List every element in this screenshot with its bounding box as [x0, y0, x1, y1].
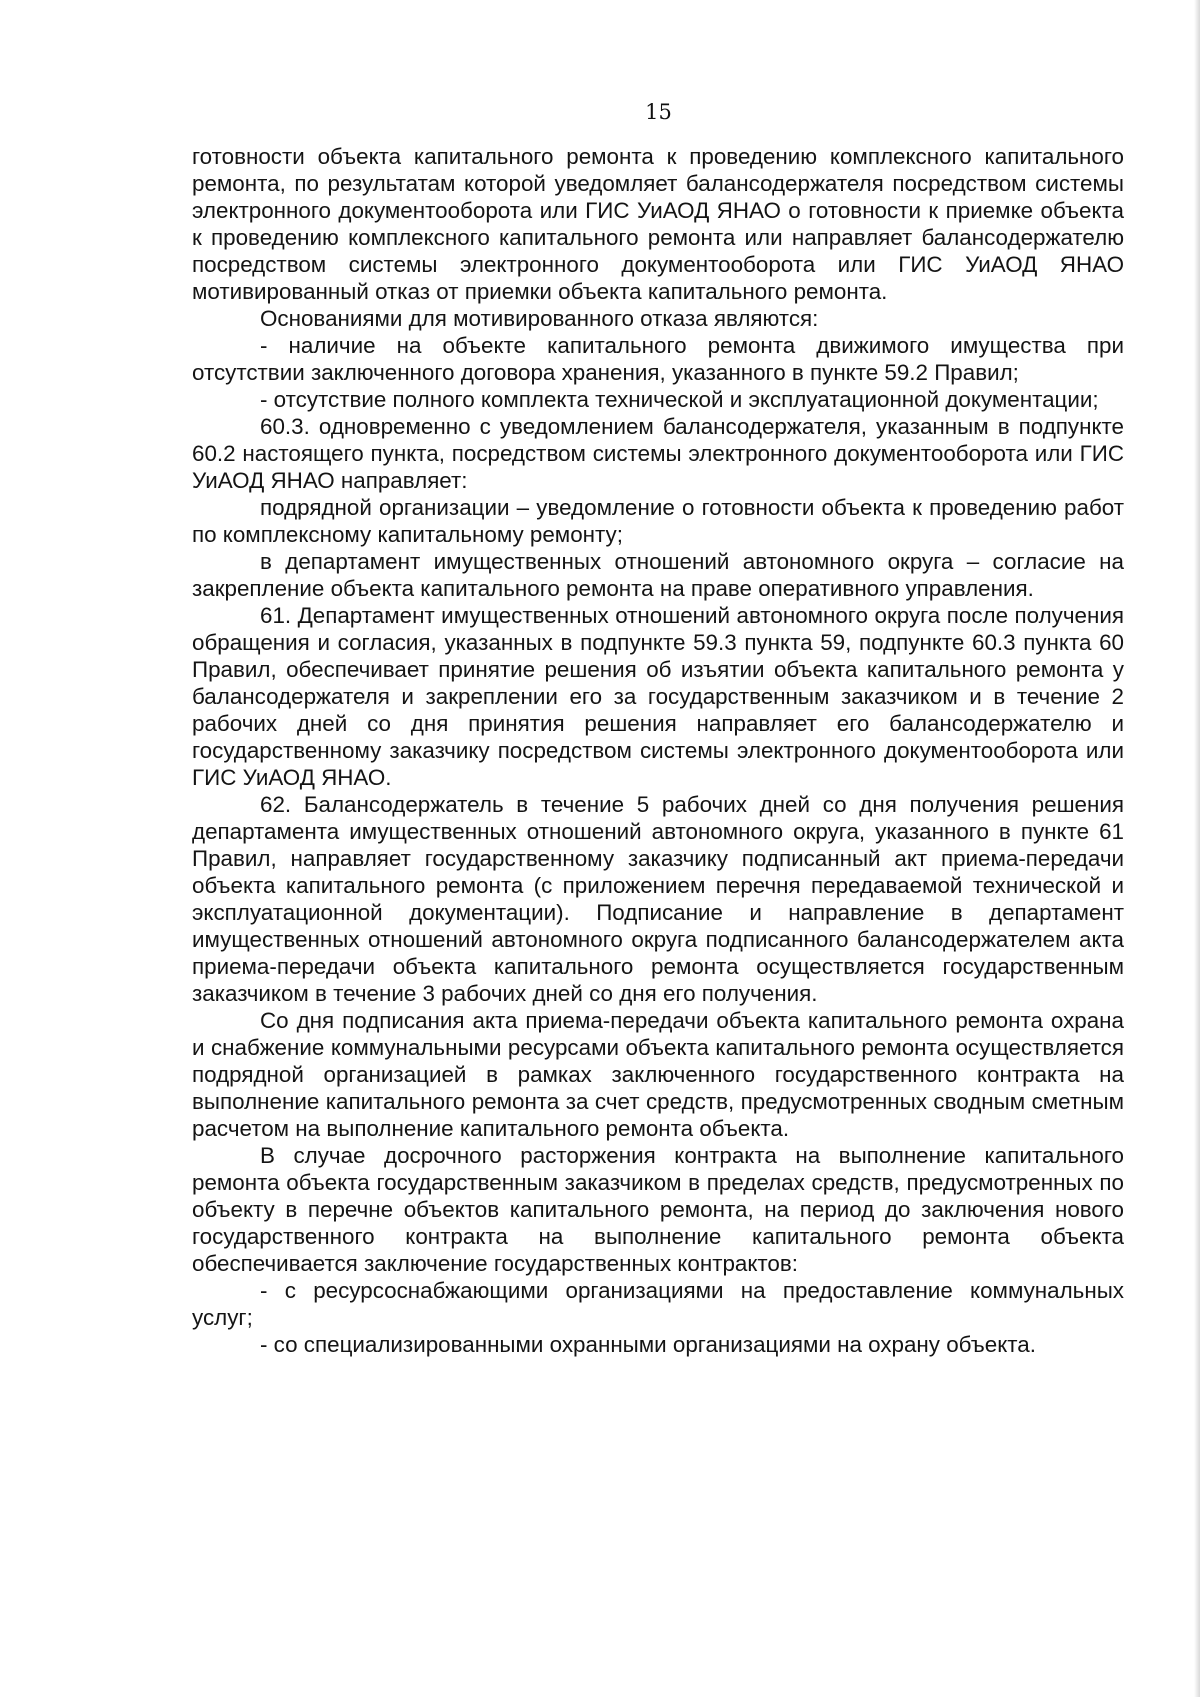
paragraph-transfer-act: Со дня подписания акта приема-передачи объекта капитального ремонта охрана и снабжение коммунальными ресурсами объекта капитального ремонта осуществляется подрядной организацией в рамках заключенного государственного контракта на выполнение капитального ремонта за счет средств, предусмотренных сводным сметным расчетом на выполнение капитального ремонта объекта. [192, 1008, 1124, 1141]
paragraph-early-termination: В случае досрочного расторжения контракта на выполнение капитального ремонта объекта государственным заказчиком в пределах средств, предусмотренных по объекту в перечне объектов капитального ремонта, на период до заключения нового государственного контракта на выполнение капитального ремонта объекта обеспечивается заключение государственных контрактов: [192, 1143, 1124, 1276]
list-item-movable-property: - наличие на объекте капитального ремонта движимого имущества при отсутствии заключенного договора хранения, указанного в пункте 59.2 Правил; [192, 333, 1124, 385]
paragraph-contractor-notice: подрядной организации – уведомление о готовности объекта к проведению работ по комплексному капитальному ремонту; [192, 495, 1124, 547]
list-item-documentation: - отсутствие полного комплекта технической и эксплуатационной документации; [260, 387, 1099, 412]
paragraph-61: 61. Департамент имущественных отношений автономного округа после получения обращения и согласия, указанных в подпункте 59.3 пункта 59, подпункте 60.3 пункта 60 Правил, обеспечивает принятие решения об изъятии объекта капитального ремонта у балансодержателя и закреплении его за государственным заказчиком и в течение 2 рабочих дней со дня принятия решения направляет его балансодержателю и государственному заказчику посредством системы электронного документооборота или ГИС УиАОД ЯНАО. [192, 603, 1124, 790]
paragraph-department-consent: в департамент имущественных отношений автономного округа – согласие на закрепление объекта капитального ремонта на праве оперативного управления. [192, 549, 1124, 601]
document-body [192, 143, 1124, 1358]
list-item-security: - со специализированными охранными организациями на охрану объекта. [260, 1332, 1036, 1357]
list-item-utilities: - с ресурсоснабжающими организациями на предоставление коммунальных услуг; [192, 1278, 1124, 1330]
paragraph-refusal-grounds: Основаниями для мотивированного отказа являются: [260, 306, 819, 331]
paragraph-continuation: готовности объекта капитального ремонта к проведению комплексного капитального ремонта, по результатам которой уведомляет балансодержателя посредством системы электронного документооборота или ГИС УиАОД ЯНАО о готовности к приемке объекта к проведению комплексного капитального ремонта или направляет балансодержателю посредством системы электронного документооборота или ГИС УиАОД ЯНАО мотивированный отказ от приемки объекта капитального ремонта. [192, 144, 1124, 304]
page-number: 15 [645, 100, 672, 124]
paragraph-62: 62. Балансодержатель в течение 5 рабочих дней со дня получения решения департамента имущественных отношений автономного округа, указанного в пункте 61 Правил, направляет государственному заказчику подписанный акт приема-передачи объекта капитального ремонта (с приложением перечня передаваемой технической и эксплуатационной документации). Подписание и направление в департамент имущественных отношений автономного округа подписанного балансодержателем акта приема-передачи объекта капитального ремонта осуществляется государственным заказчиком в течение 3 рабочих дней со дня его получения. [192, 792, 1124, 1006]
paragraph-60-3: 60.3. одновременно с уведомлением балансодержателя, указанным в подпункте 60.2 настоящего пункта, посредством системы электронного документооборота или ГИС УиАОД ЯНАО направляет: [192, 414, 1124, 493]
page-edge-shadow [1194, 0, 1200, 1697]
